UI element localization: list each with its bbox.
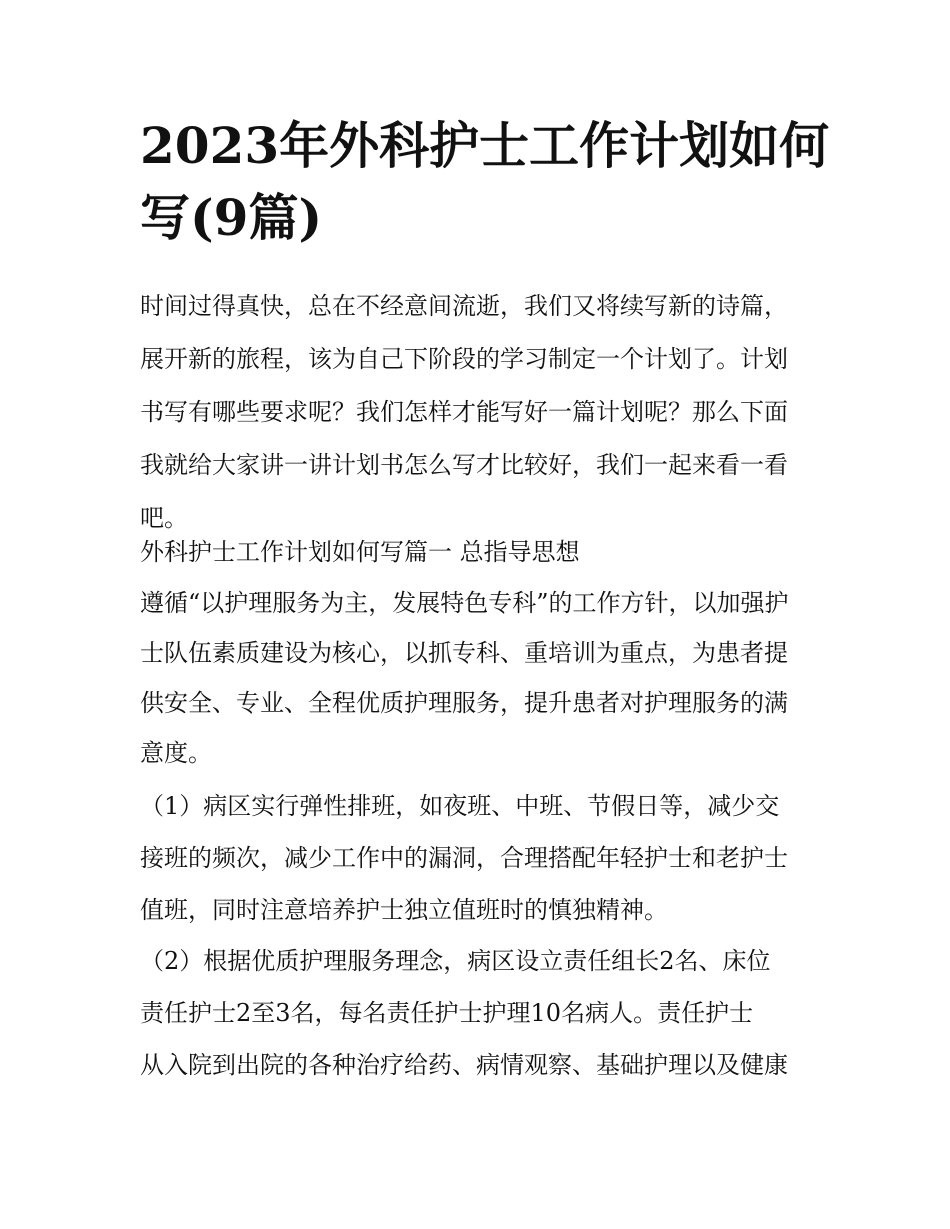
intro-paragraph [140, 280, 820, 545]
text-line: 意度。 [140, 739, 212, 767]
text-line: 士队伍素质建设为核心，以抓专科、重培训为重点，为患者提 [140, 639, 788, 667]
document-title [140, 110, 830, 254]
text-line: （1）病区实行弹性排班，如夜班、中班、节假日等，减少交 [140, 792, 780, 820]
text-line: 展开新的旅程，该为自己下阶段的学习制定一个计划了。计划 [140, 345, 788, 373]
list-item-1 [140, 780, 820, 936]
text-line: 时间过得真快，总在不经意间流逝，我们又将续写新的诗篇， [140, 292, 788, 320]
text-line: 接班的频次，减少工作中的漏洞，合理搭配年轻护士和老护士 [140, 844, 788, 872]
text-line: 我就给大家讲一讲计划书怎么写才比较好，我们一起来看一看 [140, 451, 788, 479]
title-line: 2023年外科护士工作计划如何 [140, 116, 830, 175]
text-line: （2）根据优质护理服务理念，病区设立责任组长2名、床位 [140, 947, 771, 975]
text-line: 责任护士2至3名，每名责任护士护理10名病人。责任护士 [140, 999, 754, 1027]
text-line: 遵循“以护理服务为主，发展特色专科”的工作方针，以加强护 [140, 589, 789, 617]
text-line: 外科护士工作计划如何写篇一 总指导思想 [140, 538, 580, 566]
text-line: 供安全、专业、全程优质护理服务，提升患者对护理服务的满 [140, 689, 788, 717]
guiding-paragraph [140, 578, 820, 778]
text-line: 从入院到出院的各种治疗给药、病情观察、基础护理以及健康 [140, 1051, 788, 1079]
text-line: 值班，同时注意培养护士独立值班时的慎独精神。 [140, 896, 668, 924]
section-heading [140, 530, 820, 574]
text-line: 吧。 [140, 504, 188, 532]
list-item-2 [140, 935, 820, 1091]
text-line: 书写有哪些要求呢？我们怎样才能写好一篇计划呢？那么下面 [140, 398, 788, 426]
title-line: 写(9篇) [140, 188, 323, 247]
